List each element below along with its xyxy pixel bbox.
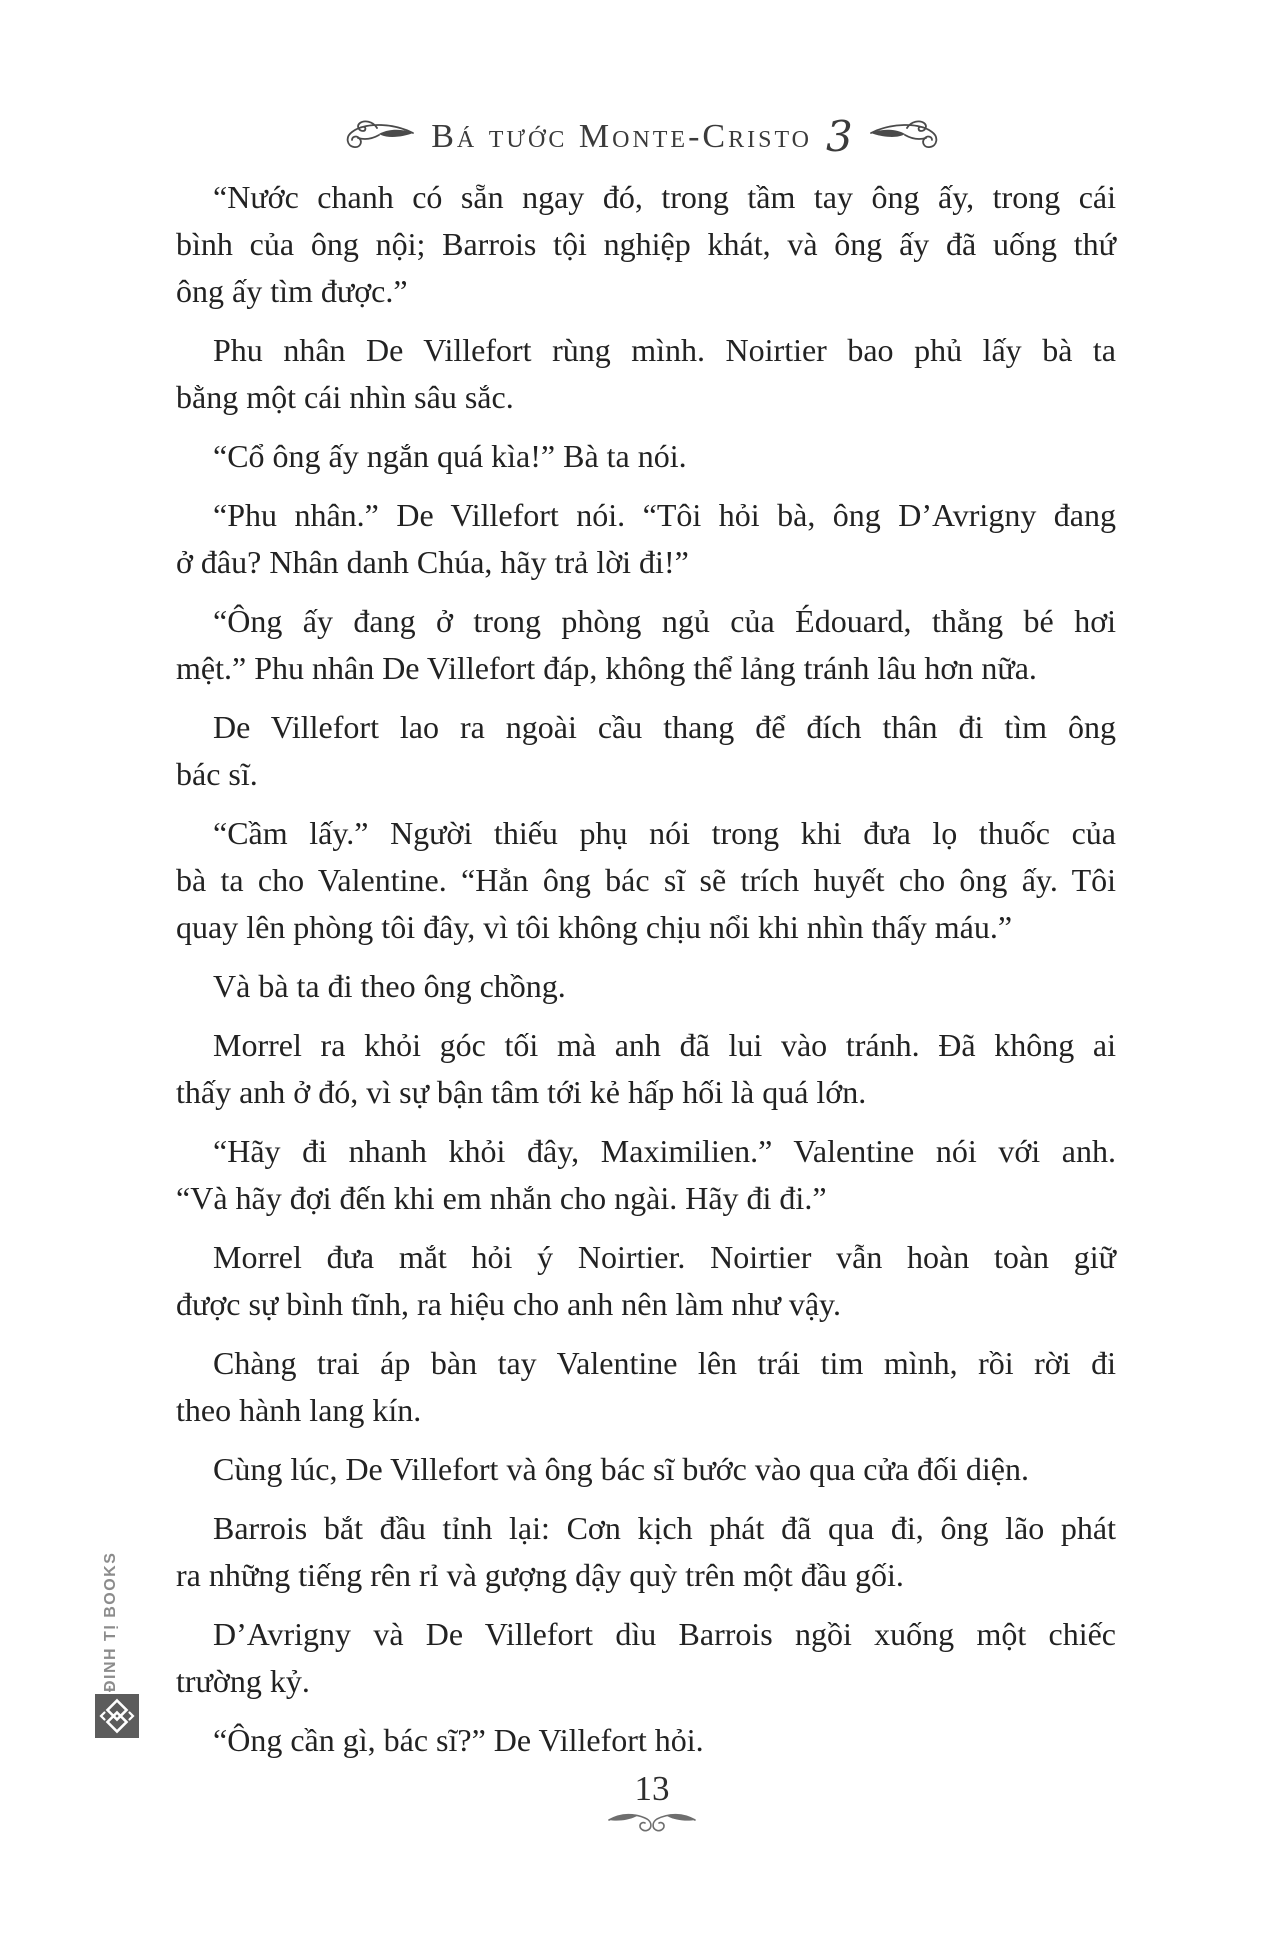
paragraph [176,174,1116,315]
paragraph [176,1234,1116,1328]
text-line: “Nước chanh có sẵn ngay đó, trong tầm tay ông ấy, trong cái [213,179,1116,215]
paragraph [176,492,1116,586]
page-number: 13 [634,1769,670,1808]
running-header [0,112,1284,161]
text-line: Morrel đưa mắt hỏi ý Noirtier. Noirtier vẫn hoàn toàn giữ [213,1239,1116,1275]
paragraph [176,1505,1116,1599]
text-line: “Và hãy đợi đến khi em nhắn cho ngài. Hãy đi đi.” [176,1180,827,1216]
paragraph [176,327,1116,421]
paragraph [176,1717,1116,1764]
header-flourish-left-icon [341,119,415,155]
text-line: bằng một cái nhìn sâu sắc. [176,379,514,415]
paragraph [176,963,1116,1010]
paragraph [176,810,1116,951]
text-line: ở đâu? Nhân danh Chúa, hãy trả lời đi!” [176,544,689,580]
text-line: Phu nhân De Villefort rùng mình. Noirtier bao phủ lấy bà ta [213,332,1116,368]
text-line: Và bà ta đi theo ông chồng. [213,968,566,1004]
text-line: “Ông cần gì, bác sĩ?” De Villefort hỏi. [213,1722,704,1758]
text-line: “Phu nhân.” De Villefort nói. “Tôi hỏi bà, ông D’Avrigny đang [213,497,1116,533]
text-line: De Villefort lao ra ngoài cầu thang để đích thân đi tìm ông [213,709,1116,745]
page-text [176,174,1116,1776]
text-line: Barrois bắt đầu tỉnh lại: Cơn kịch phát đã qua đi, ông lão phát [213,1510,1116,1546]
text-line: thấy anh ở đó, vì sự bận tâm tới kẻ hấp hối là quá lớn. [176,1074,867,1110]
text-line: bác sĩ. [176,756,258,792]
footer-flourish-icon [607,1810,697,1836]
text-line: mệt.” Phu nhân De Villefort đáp, không thể lảng tránh lâu hơn nữa. [176,650,1037,686]
paragraph [176,433,1116,480]
text-line: “Ông ấy đang ở trong phòng ngủ của Édouard, thằng bé hơi [213,603,1116,639]
paragraph [176,1611,1116,1705]
text-line: bà ta cho Valentine. “Hẳn ông bác sĩ sẽ trích huyết cho ông ấy. Tôi [176,862,1116,898]
paragraph [176,598,1116,692]
text-line: ra những tiếng rên rỉ và gượng dậy quỳ trên một đầu gối. [176,1557,904,1593]
text-line: “Cầm lấy.” Người thiếu phụ nói trong khi đưa lọ thuốc của [213,815,1116,851]
paragraph [176,1022,1116,1116]
text-line: “Hãy đi nhanh khỏi đây, Maximilien.” Valentine nói với anh. [213,1133,1116,1169]
book-title: Bá tước Monte-Cristo [431,118,813,155]
paragraph [176,1128,1116,1222]
header-flourish-right-icon [869,119,943,155]
publisher-name: ĐINH TỊ BOOKS [102,1551,119,1692]
paragraph [176,1340,1116,1434]
paragraph [176,1446,1116,1493]
text-line: bình của ông nội; Barrois tội nghiệp khát, và ông ấy đã uống thứ [176,226,1116,262]
text-line: được sự bình tĩnh, ra hiệu cho anh nên làm như vậy. [176,1286,841,1322]
text-line: D’Avrigny và De Villefort dìu Barrois ngồi xuống một chiếc [213,1616,1116,1652]
text-line: Morrel ra khỏi góc tối mà anh đã lui vào tránh. Đã không ai [213,1027,1116,1063]
text-line: trường kỷ. [176,1663,310,1699]
text-line: Chàng trai áp bàn tay Valentine lên trái tim mình, rồi rời đi [213,1345,1116,1381]
publisher-logo-icon [95,1694,139,1738]
text-line: quay lên phòng tôi đây, vì tôi không chịu nổi khi nhìn thấy máu.” [176,909,1013,945]
paragraph [176,704,1116,798]
text-line: “Cổ ông ấy ngắn quá kìa!” Bà ta nói. [213,438,687,474]
text-line: theo hành lang kín. [176,1392,422,1428]
text-line: Cùng lúc, De Villefort và ông bác sĩ bước vào qua cửa đối diện. [213,1451,1029,1487]
volume-number: 3 [826,112,853,161]
text-line: ông ấy tìm được.” [176,273,408,309]
page-footer [176,1770,1128,1841]
